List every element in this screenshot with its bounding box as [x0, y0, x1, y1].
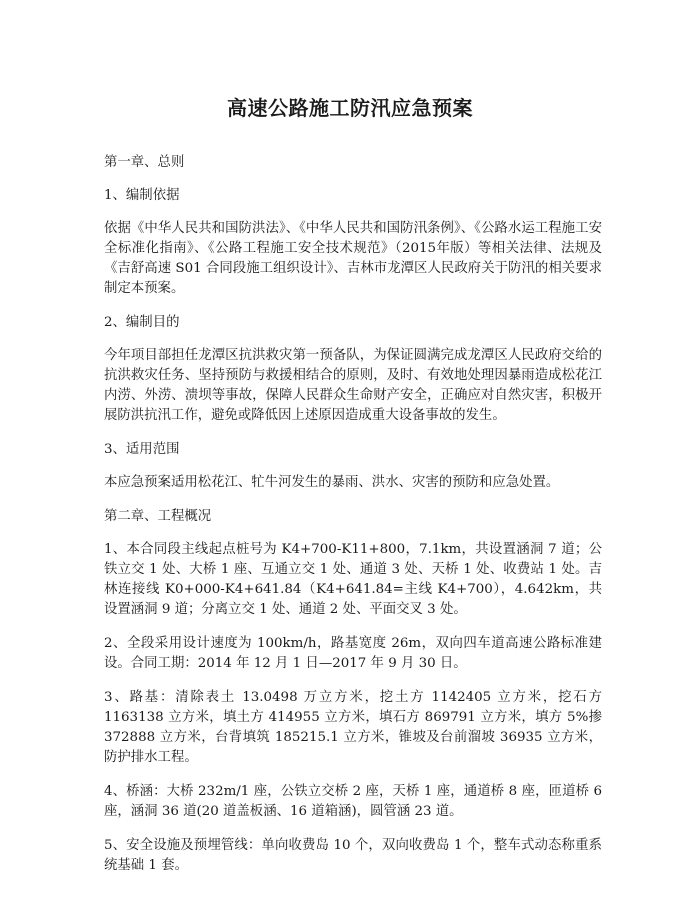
section-heading: 1、编制依据 — [104, 188, 180, 203]
body-paragraph: 4、桥涵：大桥 232m/1 座，公铁立交桥 2 座，天桥 1 座，通道桥 8 座，匝道桥 6 座，涵洞 36 道(20 道盖板涵、16 道箱涵)，圆管涵 23 道。 — [104, 784, 602, 819]
body-paragraph: 依据《中华人民共和国防洪法》、《中华人民共和国防汛条例》、《公路水运工程施工安全标准化指南》、《公路工程施工安全技术规范》（2015年版）等相关法律、法规及《吉舒高速 S01 合同段施工组织设计》、吉林市龙潭区人民政府关于防汛的相关要求制定本预案。 — [104, 221, 602, 296]
document-title: 高速公路施工防汛应急预案 — [227, 96, 473, 120]
body-paragraph: 3、路基：清除表土 13.0498 万立方米，挖土方 1142405 立方米，挖石方 1163138 立方米，填土方 414955 立方米，填石方 869791 立方米，填方 5%掺 372888 立方米，台背填筑 185215.1 立方米，锥坡及台前溜坡 36935 立方米，防护排水工程。 — [104, 690, 602, 765]
body-paragraph: 1、本合同段主线起点桩号为 K4+700-K11+800，7.1km，共设置涵洞 7 道；公铁立交 1 处、大桥 1 座、互通立交 1 处、通道 3 处、天桥 1 处、收费站 1 处。吉林连接线 K0+000-K4+641.84（K4+641.84=主线 K4+700），4.642km，共设置涵洞 9 道；分离立交 1 处、通道 2 处、平面交叉 3 处。 — [104, 542, 602, 617]
body-paragraph: 5、安全设施及预埋管线：单向收费岛 10 个，双向收费岛 1 个，整车式动态称重系统基础 1 套。 — [104, 838, 602, 873]
body-paragraph: 今年项目部担任龙潭区抗洪救灾第一预备队，为保证圆满完成龙潭区人民政府交给的抗洪救灾任务、坚持预防与救援相结合的原则，及时、有效地处理因暴雨造成松花江内涝、外涝、溃坝等事故，保障人民群众生命财产安全，正确应对自然灾害，积极开展防洪抗汛工作，避免或降低因上述原因造成重大设备事故的发生。 — [104, 348, 602, 423]
section-heading: 3、适用范围 — [104, 442, 180, 457]
document-body — [104, 153, 602, 890]
chapter-heading: 第二章、工程概况 — [104, 509, 212, 524]
section-heading: 2、编制目的 — [104, 315, 180, 330]
body-paragraph: 本应急预案适用松花江、牤牛河发生的暴雨、洪水、灾害的预防和应急处置。 — [104, 475, 560, 490]
chapter-heading: 第一章、总则 — [104, 155, 185, 170]
body-paragraph: 2、全段采用设计速度为 100km/h，路基宽度 26m，双向四车道高速公路标准建设。合同工期：2014 年 12 月 1 日—2017 年 9 月 30 日。 — [104, 636, 602, 671]
